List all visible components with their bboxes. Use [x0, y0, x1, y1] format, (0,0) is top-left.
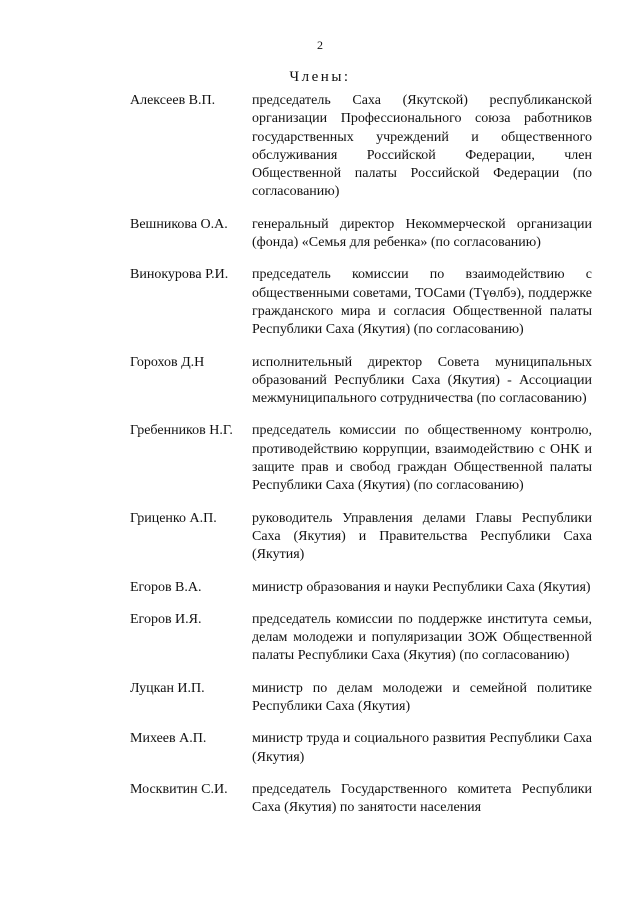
member-role: исполнительный директор Совета муниципальных образований Республики Саха (Якутия) - Ассоциации межмуниципального сотрудничества (по согласованию)	[252, 354, 592, 407]
member-name: Луцкан И.П.	[130, 680, 205, 696]
member-role: председатель комиссии по общественному контролю, противодействию коррупции, взаимодействию с ОНК и защите прав и свобод граждан Общественной палаты Республики Саха (Якутия) (по согласованию)	[252, 423, 592, 494]
member-role: председатель Государственного комитета Республики Саха (Якутия) по занятости населения	[252, 781, 592, 816]
member-row	[130, 680, 592, 717]
member-role: председатель комиссии по взаимодействию с общественными советами, ТОСами (Түөлбэ), поддержке гражданского мира и согласия Общественной палаты Республики Саха (Якутия) (по согласованию)	[252, 267, 592, 338]
member-role: председатель комиссии по поддержке института семьи, делам молодежи и популяризации ЗОЖ Общественной палаты Республики Саха (Якутия) (по согласованию)	[252, 611, 592, 664]
member-role: министр труда и социального развития Республики Саха (Якутия)	[252, 731, 592, 765]
member-name: Егоров И.Я.	[130, 611, 202, 627]
member-row	[130, 216, 592, 253]
members-list	[130, 92, 592, 832]
member-role: председатель Саха (Якутской) республиканской организации Профессионального союза работников государственных учреждений и общественного обслуживания Российской Федерации, член Общественной палаты Российской Федерации (по согласованию)	[252, 93, 592, 200]
member-row	[130, 92, 592, 202]
member-name: Винокурова Р.И.	[130, 267, 229, 283]
member-name: Вешникова О.А.	[130, 216, 228, 232]
member-name: Горохов Д.Н	[130, 354, 205, 370]
member-role: министр по делам молодежи и семейной политике Республики Саха (Якутия)	[252, 680, 592, 715]
member-name: Москвитин С.И.	[130, 781, 228, 797]
member-row	[130, 354, 592, 409]
member-row	[130, 266, 592, 339]
member-role: министр образования и науки Республики Саха (Якутия)	[252, 579, 591, 595]
member-row	[130, 422, 592, 495]
member-role: генеральный директор Некоммерческой организации (фонда) «Семья для ребенка» (по согласованию)	[252, 216, 592, 251]
member-row	[130, 730, 592, 767]
member-name: Михеев А.П.	[130, 731, 207, 747]
member-name: Гребенников Н.Г.	[130, 423, 233, 439]
page-number: 2	[317, 38, 323, 52]
member-row	[130, 579, 592, 597]
member-name: Алексеев В.П.	[130, 93, 216, 108]
member-role: руководитель Управления делами Главы Республики Саха (Якутия) и Правительства Республики Саха (Якутия)	[252, 510, 592, 563]
member-name: Гриценко А.П.	[130, 510, 217, 526]
member-name: Егоров В.А.	[130, 579, 202, 595]
member-row	[130, 510, 592, 565]
member-row	[130, 611, 592, 666]
section-title: Члены:	[289, 69, 351, 85]
member-row	[130, 781, 592, 818]
